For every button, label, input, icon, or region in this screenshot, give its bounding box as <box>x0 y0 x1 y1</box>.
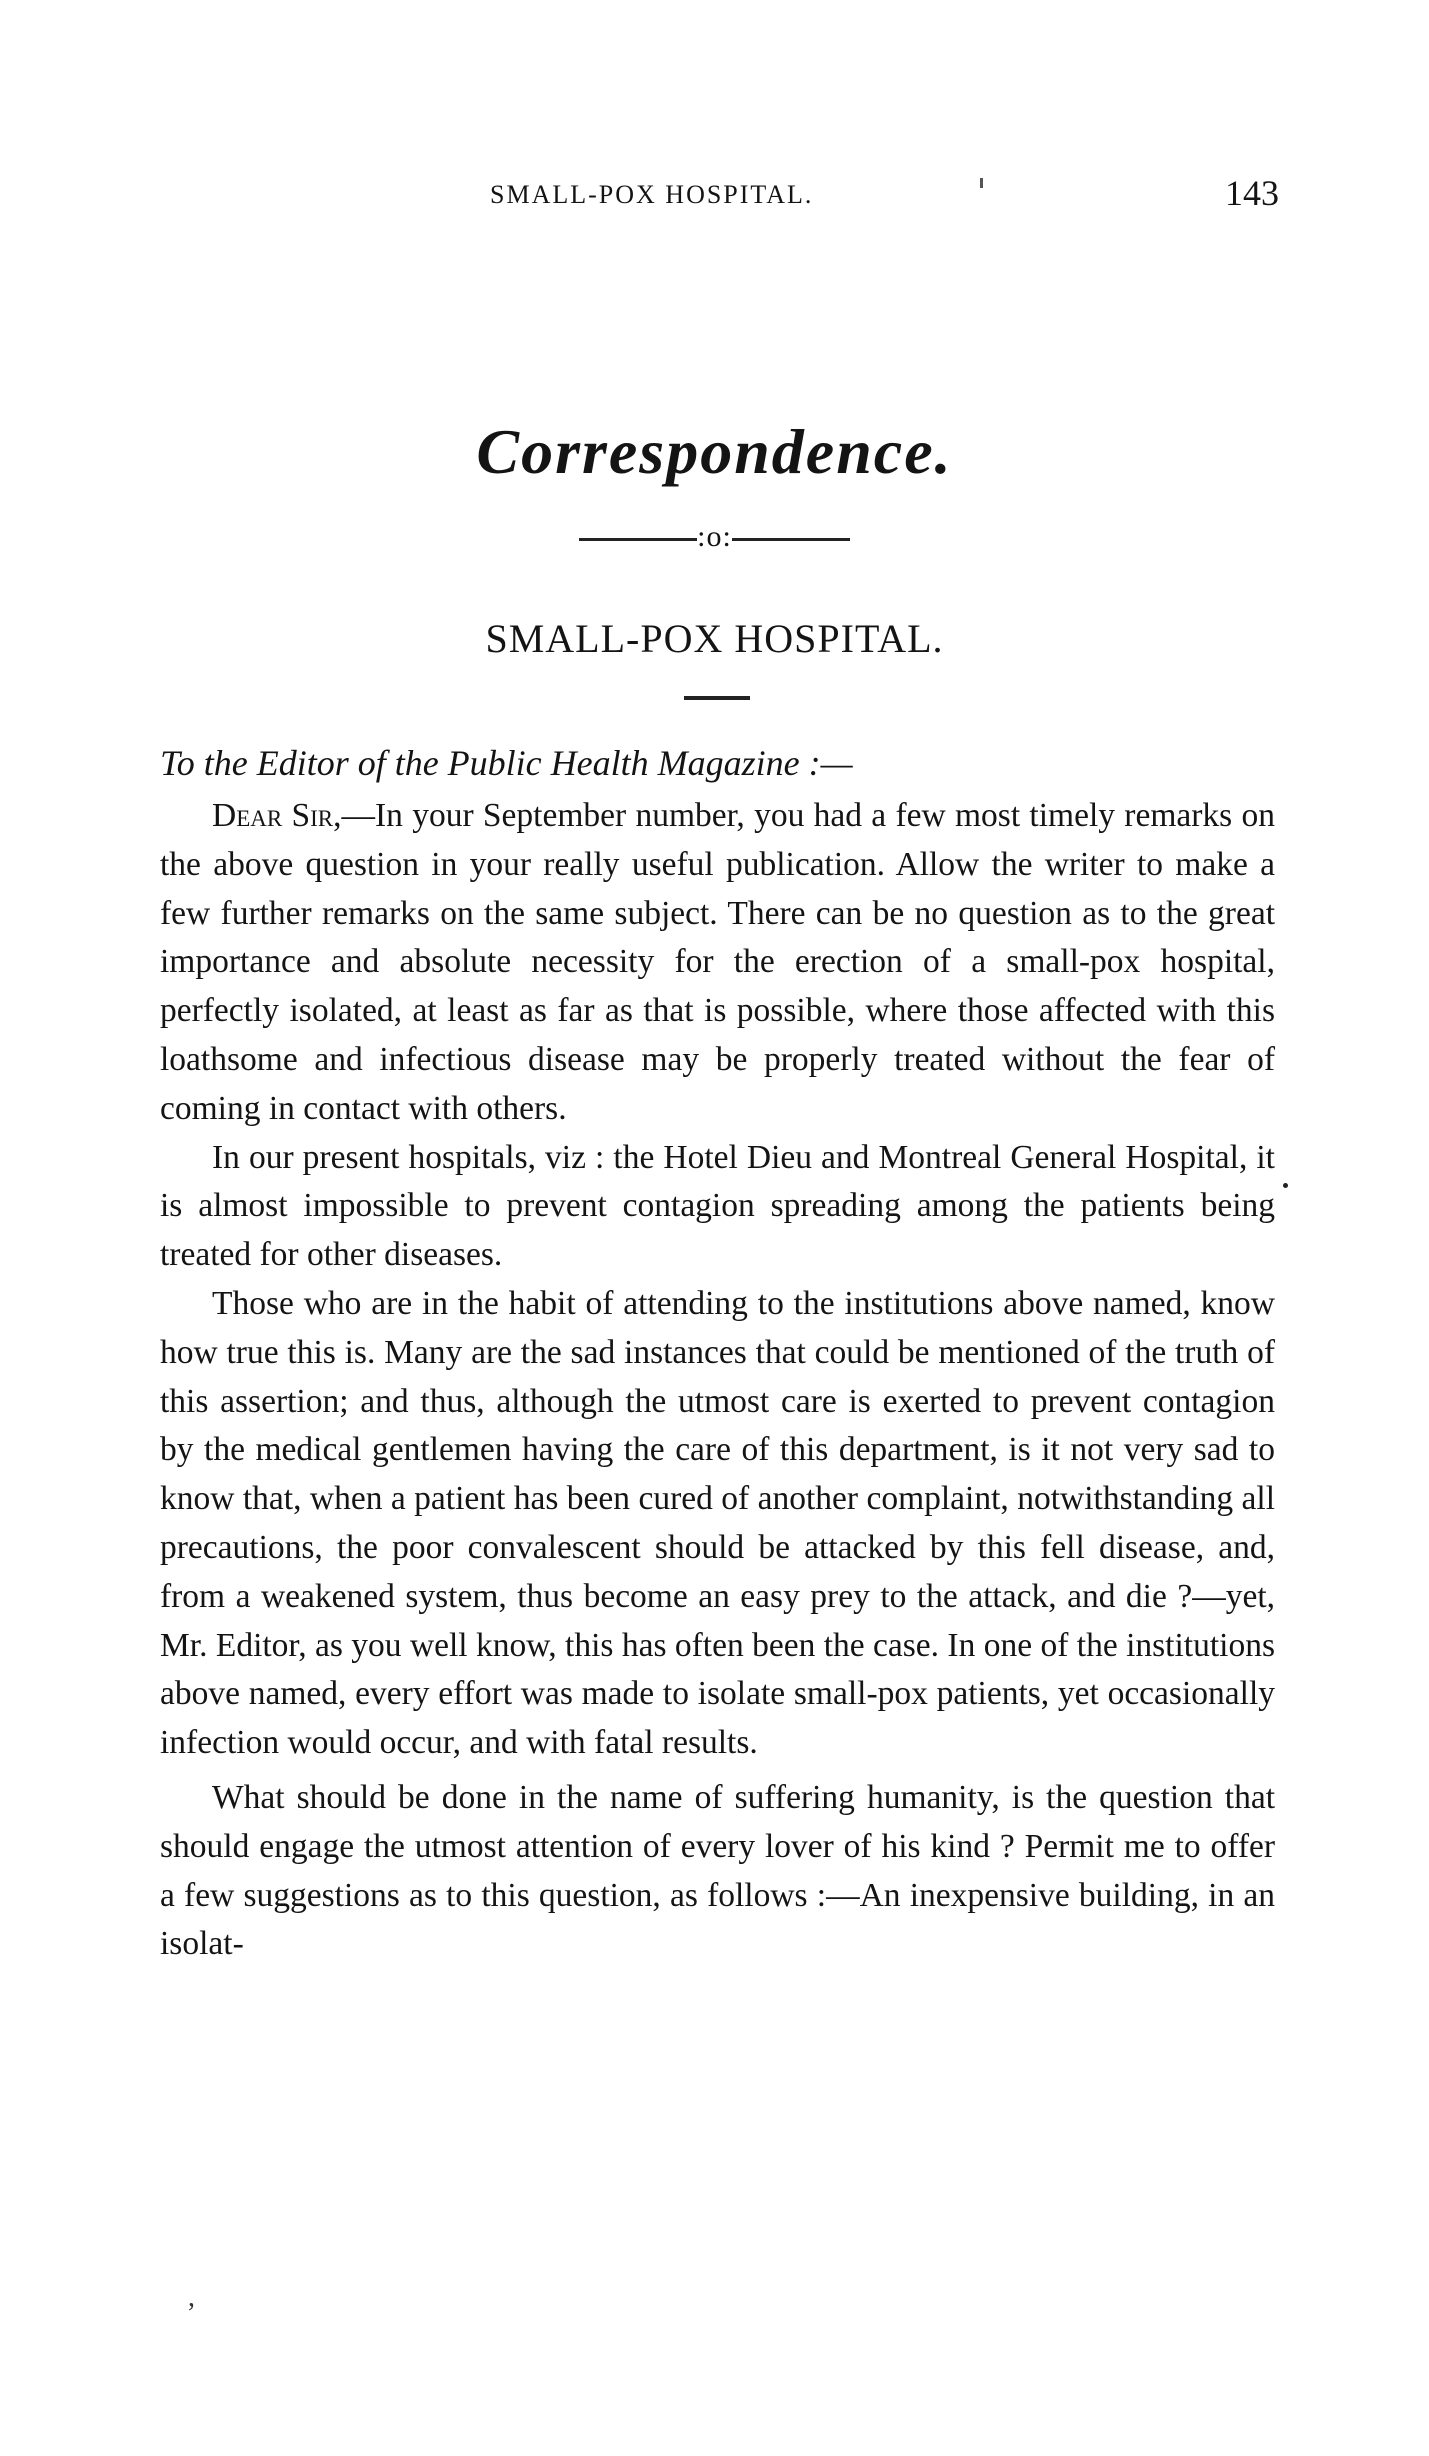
paragraph-1 <box>160 792 1275 1134</box>
page-number: 143 <box>1225 173 1279 213</box>
margin-dot <box>1283 1183 1288 1188</box>
section-title: Correspondence. <box>476 416 953 487</box>
greeting: Dear Sir, <box>212 797 342 834</box>
paragraph-4: What should be done in the name of suffering humanity, is the question that should engage the utmost attention of every lover of his kind ? Permit me to offer a few suggestions as to this question, as follows :—An inexpensive building, in an isolat- <box>160 1778 1275 1963</box>
article-title: SMALL-POX HOSPITAL. <box>485 616 944 661</box>
print-speck <box>980 178 983 188</box>
running-head: SMALL-POX HOSPITAL. <box>490 180 814 209</box>
salutation: To the Editor of the Public Health Magazine :— <box>160 743 853 783</box>
divider-ornament: :o: <box>697 520 732 553</box>
article-body <box>160 792 1275 1969</box>
paragraph-1-text: —In your September number, you had a few most timely remarks on the above question in your really useful publication. Allow the writer to make a few further remarks on the same subject. There can be no question as to the great importance and absolute necessity for the erection of a small-pox hospital, perfectly isolated, at least as far as that is possible, where those affected with this loathsome and infectious disease may be properly treated without the fear of coming in contact with others. <box>160 797 1275 1127</box>
ornamental-divider <box>0 520 1429 554</box>
paragraph-2: In our present hospitals, viz : the Hotel Dieu and Montreal General Hospital, it is almost impossible to prevent contagion spreading among the patients being treated for other diseases. <box>160 1138 1275 1274</box>
paragraph-3: Those who are in the habit of attending to the institutions above named, know how true this is. Many are the sad instances that could be mentioned of the truth of this assertion; and thus, although the utmost care is exerted to prevent contagion by the medical gentlemen having the care of this department, is it not very sad to know that, when a patient has been cured of another complaint, notwithstanding all precautions, the poor convalescent should be attacked by this fell disease, and, from a weakened system, thus become an easy prey to the attack, and die ?—yet, Mr. Editor, as you well know, this has often been the case. In one of the institutions above named, every effort was made to isolate small-pox patients, yet occasionally infection would occur, and with fatal results. <box>160 1284 1275 1762</box>
divider-rule-right <box>732 538 850 541</box>
stray-mark: , <box>188 2282 195 2313</box>
title-rule <box>684 696 750 700</box>
divider-rule-left <box>579 538 697 541</box>
